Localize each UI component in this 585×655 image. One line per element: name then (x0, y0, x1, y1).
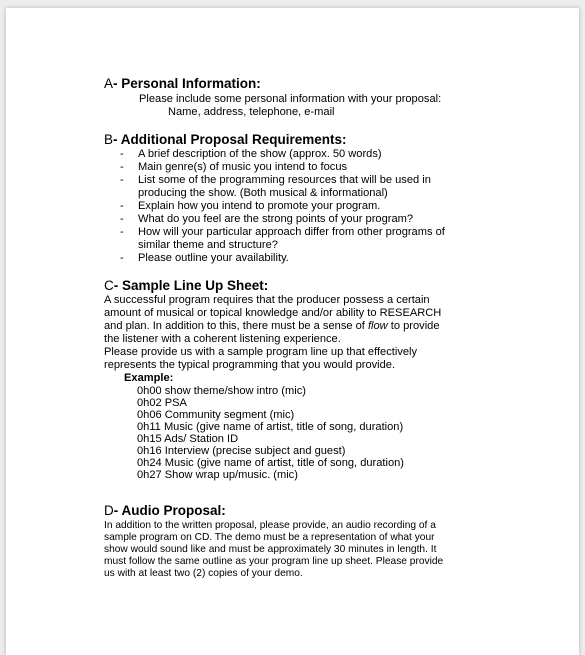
section-c-letter: C (104, 278, 114, 293)
section-b-title: - Additional Proposal Requirements: (113, 132, 347, 147)
example-item: 0h15 Ads/ Station ID (137, 433, 239, 445)
bullet-dash: - (120, 148, 124, 160)
bullet-dash: - (120, 213, 124, 225)
section-a-letter: A (104, 76, 114, 91)
paragraph-line: sample program on CD. The demo must be a representation of what your (104, 532, 435, 543)
bullet-item-continued: producing the show. (Both musical & informational) (138, 187, 388, 199)
example-item: 0h06 Community segment (mic) (137, 409, 295, 421)
example-item: 0h24 Music (give name of artist, title of song, duration) (137, 457, 404, 469)
paragraph-line: show would sound like and must be approximately 30 minutes in length. It (104, 544, 437, 555)
bullet-item: Explain how you intend to promote your program. (138, 200, 381, 212)
section-c-heading (104, 278, 268, 293)
section-a-line: Name, address, telephone, e-mail (168, 106, 335, 118)
section-b-letter: B (104, 132, 114, 147)
section-a-heading (104, 76, 261, 91)
example-item: 0h11 Music (give name of artist, title of song, duration) (137, 421, 404, 433)
paragraph-line: In addition to the written proposal, please provide, an audio recording of a (104, 520, 436, 531)
paragraph-line (104, 320, 440, 333)
section-c-title: - Sample Line Up Sheet: (113, 278, 269, 293)
paragraph-line: us with at least two (2) copies of your demo. (104, 568, 303, 579)
example-item: 0h00 show theme/show intro (mic) (137, 385, 306, 397)
paragraph-line: represents the typical programming that you would provide. (104, 359, 396, 371)
paragraph-text: and plan. In addition to this, there must be a sense of (104, 320, 368, 332)
example-label: Example: (124, 372, 174, 384)
bullet-item: A brief description of the show (approx. 50 words) (138, 148, 382, 160)
bullet-dash: - (120, 226, 124, 238)
paragraph-line: amount of musical or topical knowledge and/or ability to RESEARCH (104, 307, 442, 319)
bullet-dash: - (120, 252, 124, 264)
bullet-item: Please outline your availability. (138, 252, 289, 264)
paragraph-line: must follow the same outline as your program line up sheet. Please provide (104, 556, 444, 567)
bullet-item-continued: similar theme and structure? (138, 239, 278, 251)
section-b-heading (104, 132, 347, 147)
emphasis-flow: flow (367, 320, 388, 332)
section-d-heading (104, 503, 226, 518)
section-d-title: - Audio Proposal: (113, 503, 226, 518)
section-d-letter: D (104, 503, 114, 518)
example-item: 0h27 Show wrap up/music. (mic) (137, 469, 298, 481)
bullet-item: Main genre(s) of music you intend to focus (138, 161, 348, 173)
bullet-item: What do you feel are the strong points of your program? (138, 213, 414, 225)
example-item: 0h16 Interview (precise subject and guest) (137, 445, 346, 457)
paragraph-line: A successful program requires that the producer possess a certain (104, 294, 430, 306)
bullet-item: How will your particular approach differ from other programs of (138, 226, 445, 238)
bullet-dash: - (120, 200, 124, 212)
bullet-dash: - (120, 174, 124, 186)
paragraph-line: the listener with a coherent listening experience. (104, 333, 341, 345)
paragraph-line: Please provide us with a sample program line up that effectively (104, 346, 418, 358)
section-a-title: - Personal Information: (113, 76, 261, 91)
paragraph-text: to provide (387, 320, 440, 332)
bullet-item: List some of the programming resources that will be used in (138, 174, 431, 186)
example-item: 0h02 PSA (137, 397, 187, 409)
bullet-dash: - (120, 161, 124, 173)
section-a-line: Please include some personal information with your proposal: (139, 93, 442, 105)
